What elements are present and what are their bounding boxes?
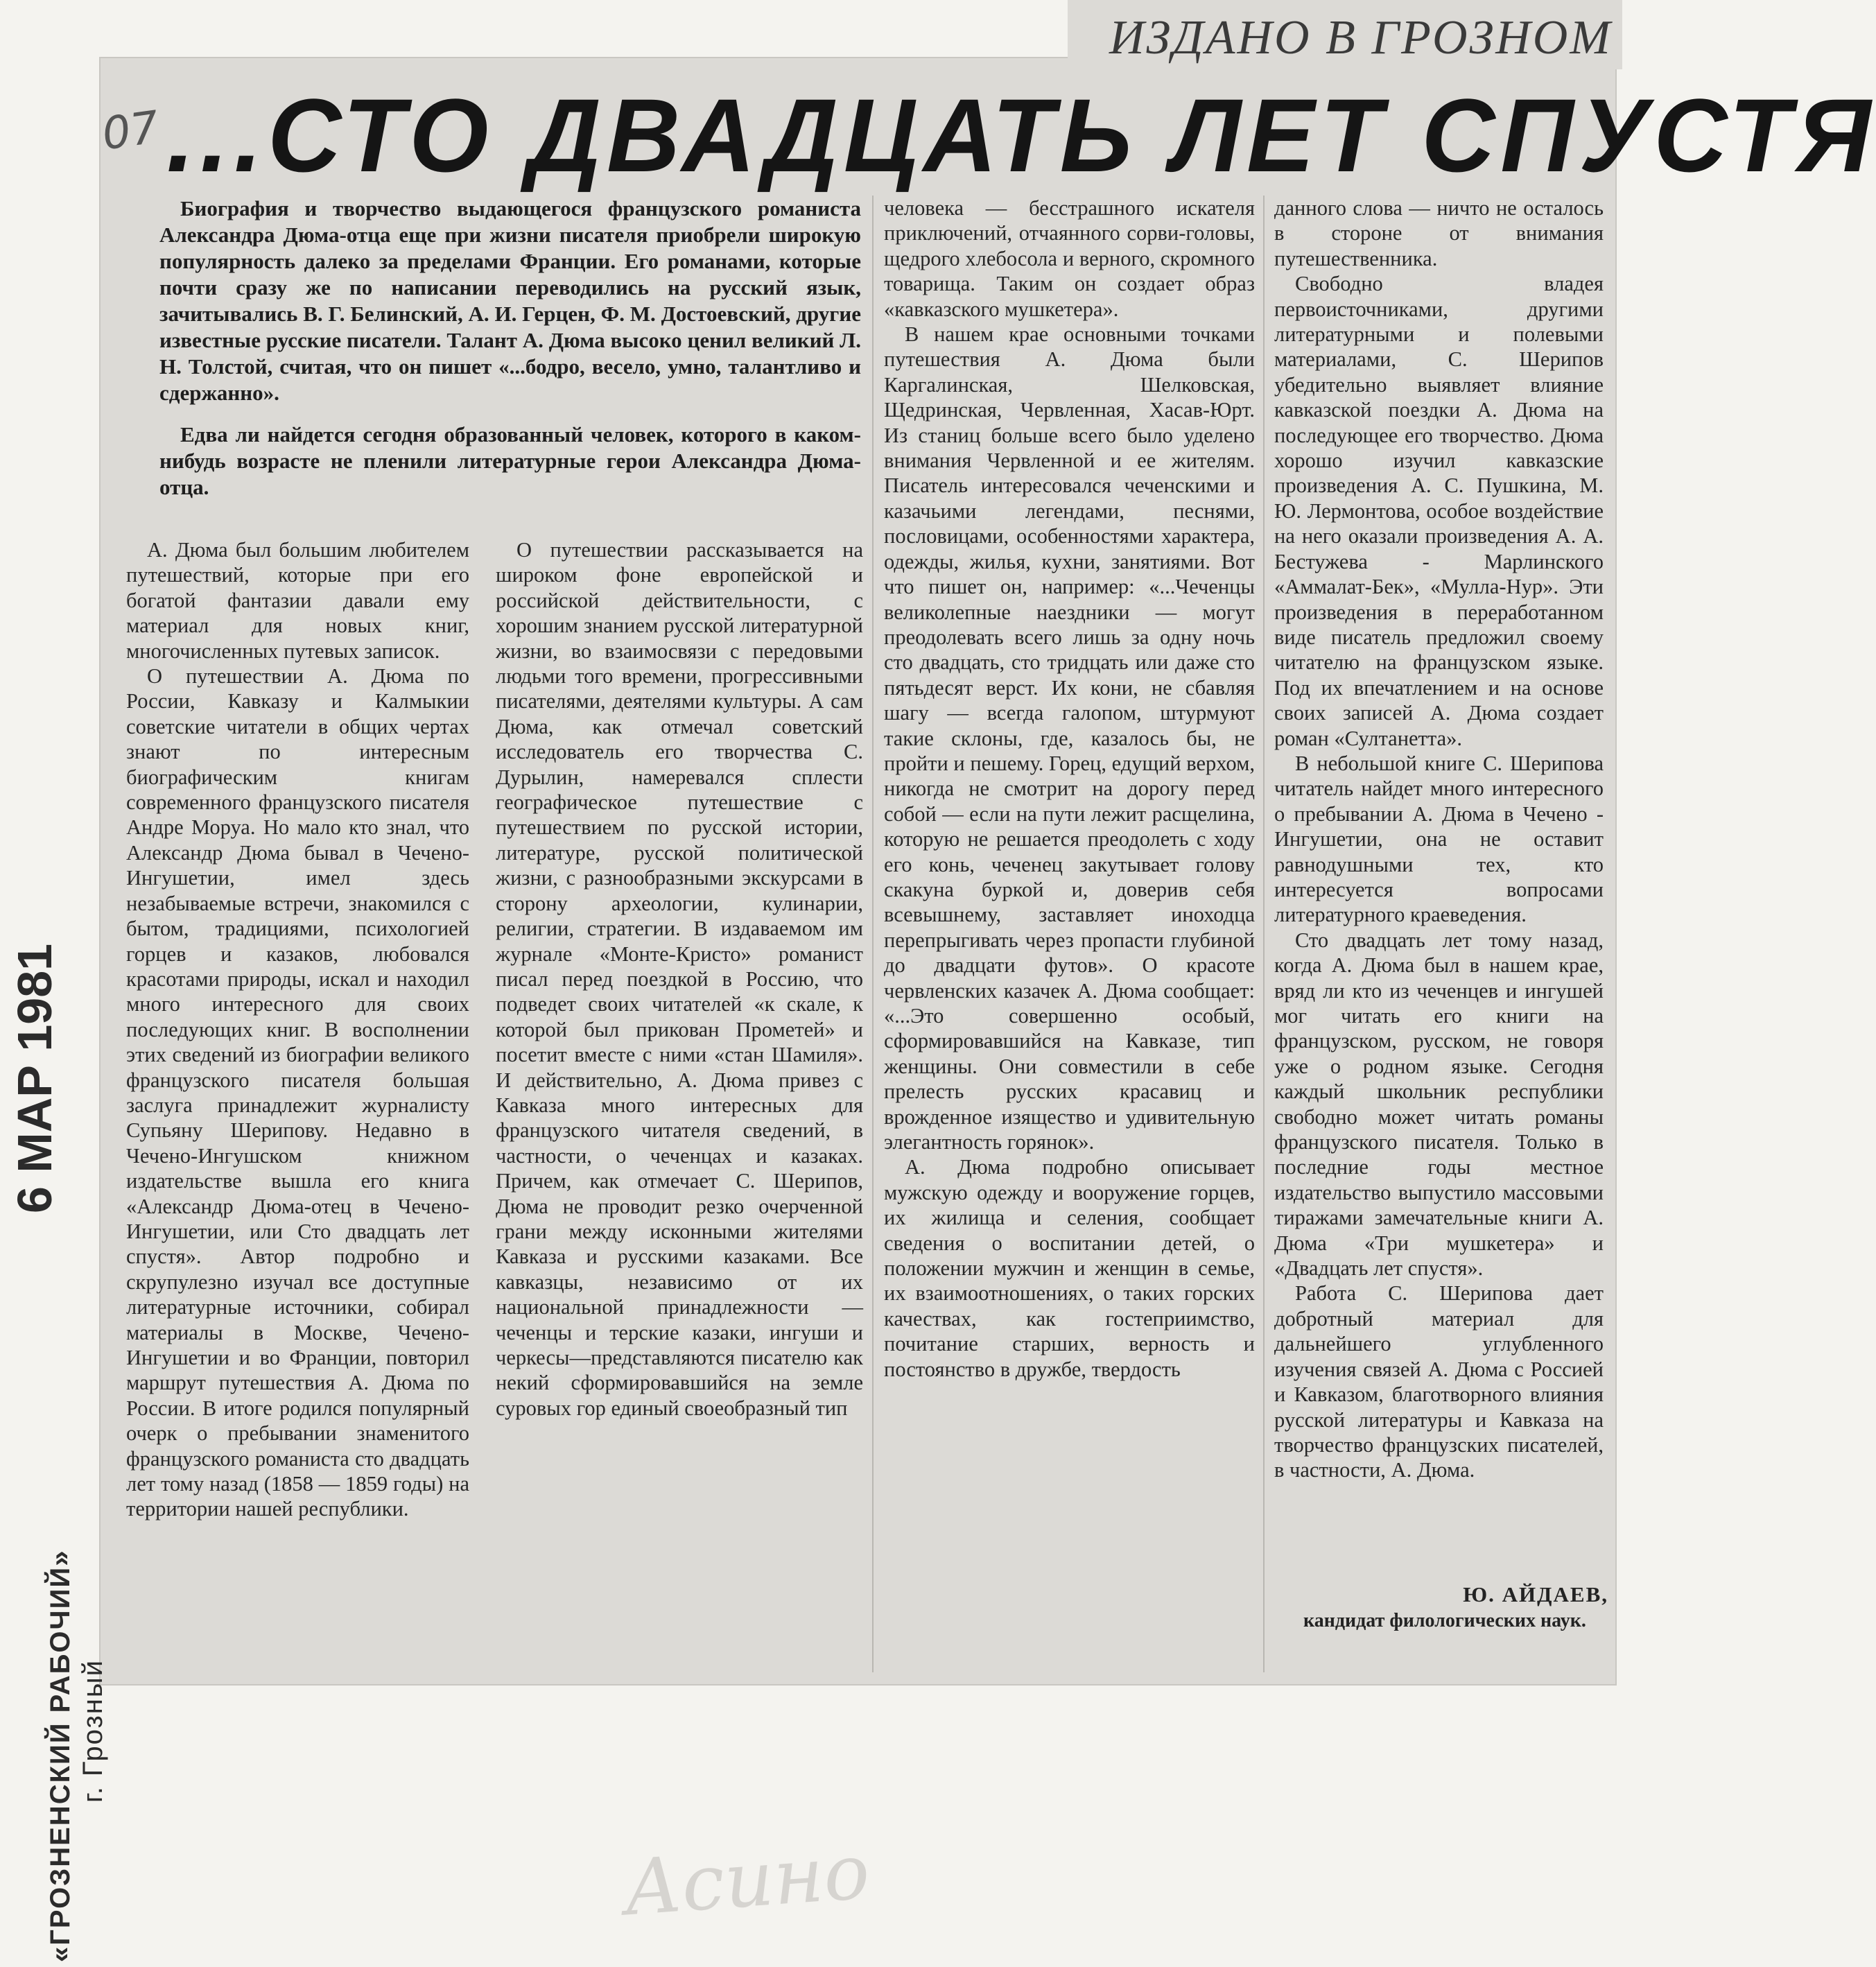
newspaper-name-stamp: «ГРОЗНЕНСКИЙ РАБОЧИЙ» <box>45 1549 76 1962</box>
column-divider <box>1263 196 1265 1672</box>
city-stamp: г. Грозный <box>78 1659 108 1803</box>
column-divider <box>872 196 874 1672</box>
paragraph: О путешествии А. Дюма по России, Кавказу и Калмыкии советские читатели в общих чертах знают по интересным биографическим книгам современного французского писателя Андре Моруа. Но мало кто знал, что Александр Дюма бывал в Чечено-Ингушетии, имел здесь незабываемые встречи, знакомился с бытом, традициями, психологией горцев и казаков, любовался красотами природы, искал и находил много интересного для своих последующих книг. В восполнении этих сведений из биографии великого французского писателя большая заслуга принадлежит журналисту Супьяну Шерипову. Недавно в Чечено-Ингушском книжном издательстве вышла его книга «Александр Дюма-отец в Чечено-Ингушетии, или Сто двадцать лет спустя». Автор подробно и скрупулезно изучал все доступные литературные источники, собирал материалы в Москве, Чечено-Ингушетии и во Франции, повторил маршрут путешествия А. Дюма по России. В итоге родился популярный очерк о пребывании знаменитого французского романиста сто двадцать лет тому назад (1858 — 1859 годы) на территории нашей республики. <box>126 664 469 1521</box>
paragraph: В нашем крае основными точками путешествия А. Дюма были Каргалинская, Шелковская, Щедринская, Червленная, Хасав-Юрт. Из станиц больше всего было уделено внимания Червленной и ее жителям. Писатель интересовался чеченскими и казачьими легендами, песнями, пословицами, особенностями характера, одежды, жилья, кухни, занятиями. Вот что пишет он, например: «...Чеченцы великолепные наездники — могут преодолевать всего лишь за одну ночь сто двадцать, сто тридцать или даже сто пятьдесят верст. Их кони, не сбавляя шагу — всегда галопом, штурмуют такие склоны, где, казалось бы, не пройти и пешему. Горец, едущий верхом, никогда не смотрит на дорогу перед собой — если на пути лежит расщелина, которую не решается преодолеть с ходу его конь, чеченец закутывает голову скакуна буркой и, доверив себя всевышнему, заставляет иноходца перепрыгивать через пропасти глубиной до двадцати футов». О красоте червленских казачек А. Дюма сообщает: «...Это совершенно особый, сформировавшийся на Кавказе, тип женщины. Они совместили в себе прелесть русских красавиц и врожденное изящество и удивительную элегантность горянок». <box>884 322 1255 1154</box>
paragraph: данного слова — ничто не осталось в стороне от внимания путешественника. <box>1274 196 1604 270</box>
author-title: кандидат филологических наук. <box>1303 1610 1586 1631</box>
text-column-2 <box>496 537 863 1661</box>
paragraph: В небольшой книге С. Шерипова читатель найдет много интересного о пребывании А. Дюма в Чечено - Ингушетии, она не оставит равнодушными тех, кто интересуется вопросами литературного краеведения. <box>1274 751 1604 927</box>
paragraph: А. Дюма подробно описывает мужскую одежду и вооружение горцев, их жилища и селения, сообщает сведения о воспитании детей, о положении мужчин и женщин в семье, их взаимоотношениях, о таких горских качествах, как гостеприимство, почитание старших, верность и постоянство в дружбе, твердость <box>884 1155 1255 1381</box>
text-column-4 <box>1274 196 1604 1582</box>
text-column-1 <box>126 537 469 1661</box>
article-lead <box>159 196 861 516</box>
lead-paragraph: Едва ли найдется сегодня образованный человек, которого в каком-нибудь возрасте не пленили литературные герои Александра Дюма-отца. <box>159 422 861 499</box>
paragraph: Свободно владея первоисточниками, другими литературными и полевыми материалами, С. Шерипов убедительно выявляет влияние кавказской поездки А. Дюма на последующее его творчество. Дюма хорошо изучил кавказские произведения А. С. Пушкина, М. Ю. Лермонтова, особое воздействие на него оказали произведения А. А. Бестужева - Марлинского «Аммалат-Бек», «Мулла-Нур». Эти произведения в переработанном виде писатель предложил своему читателю на французском языке. Под их впечатлением и на основе своих записей А. Дюма создает роман «Султанетта». <box>1274 272 1604 750</box>
handwritten-number: 07 <box>98 101 162 161</box>
author-name: Ю. АЙДАЕВ, <box>1463 1582 1608 1606</box>
pencil-note: Асино <box>620 1826 873 1933</box>
date-stamp: 6 МАР 1981 <box>8 943 62 1213</box>
text-column-3 <box>884 196 1255 1661</box>
paragraph: человека — бесстрашного искателя приключений, отчаянного сорви-головы, щедрого хлебосола и верного, скромного товарища. Таким он создает образ «кавказского мушкетера». <box>884 196 1255 321</box>
rubric-label: ИЗДАНО В ГРОЗНОМ <box>1109 11 1613 64</box>
paragraph: А. Дюма был большим любителем путешествий, которые при его богатой фантазии давали ему материал для новых книг, многочисленных путевых записок. <box>126 538 469 663</box>
paragraph: Сто двадцать лет тому назад, когда А. Дюма был в нашем крае, вряд ли кто из чеченцев и ингушей мог читать его книги на французском, русском, не говоря уже о родном языке. Сегодня каждый школьник республики свободно может читать романы французского писателя. Только в последние годы местное издательство выпустило массовыми тиражами замечательные книги А. Дюма «Три мушкетера» и «Двадцать лет спустя». <box>1274 928 1604 1281</box>
paragraph: О путешествии рассказывается на широком фоне европейской и российской действительности, с хорошим знанием русской литературной жизни, во взаимосвязи с передовыми людьми того времени, прогрессивными писателями, деятелями культуры. А сам Дюма, как отмечал советский исследователь его творчества С. Дурылин, намеревался сплести географическое путешествие с путешествием по русской истории, литературе, русской политической жизни, с разнообразными экскурсами в сторону археологии, кулинарии, религии, стратегии. В издаваемом им журнале «Монте-Кристо» романист писал перед поездкой в Россию, что подведет своих читателей «к скале, к которой был прикован Прометей» и посетит вместе с ними «стан Шамиля». И действительно, А. Дюма привез с Кавказа много интересных для французского читателя сведений, в частности, о чеченцах и казаках. Причем, как отмечает С. Шерипов, Дюма не проводит резко очерченной грани между исконными жителями Кавказа и русскими казаками. Все кавказцы, независимо от их национальной принадлежности — чеченцы и терские казаки, ингуши и черкесы—представляются писателю как некий сформировавшийся на земле суровых гор единый своеобразный тип <box>496 538 863 1420</box>
lead-paragraph: Биография и творчество выдающегося французского романиста Александра Дюма-отца еще при жизни писателя приобрели широкую популярность далеко за пределами Франции. Его романами, которые почти сразу же по написании переводились на русский язык, зачитывались В. Г. Белинский, А. И. Герцен, Ф. М. Достоевский, другие известные русские писатели. Талант А. Дюма высоко ценил великий Л. Н. Толстой, считая, что он пишет «...бодро, весело, умно, талантливо и сдержанно». <box>159 196 861 405</box>
paragraph: Работа С. Шерипова дает добротный материал для дальнейшего углубленного изучения связей А. Дюма с Россией и Кавказом, благотворного влияния русской литературы и Кавказа на творчество французских писателей, в частности, А. Дюма. <box>1274 1281 1604 1482</box>
article-headline: ...СТО ДВАДЦАТЬ ЛЕТ СПУСТЯ <box>166 77 1876 193</box>
